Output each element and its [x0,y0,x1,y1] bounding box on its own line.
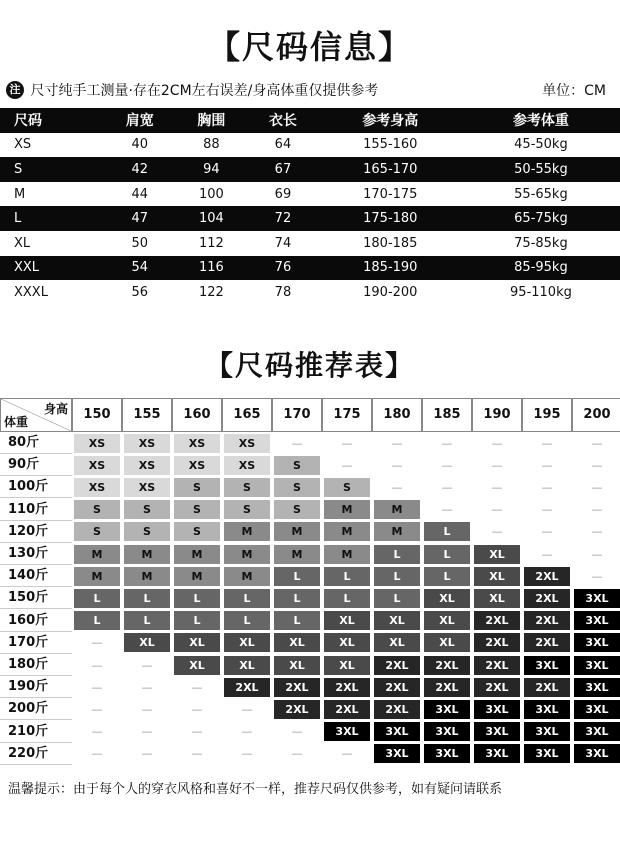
grid-corner [0,398,72,432]
size-cell: 104 [176,206,248,231]
recommend-cell: XL [424,589,470,608]
size-cell: 72 [247,206,319,231]
note-badge: 注 [6,81,24,99]
size-cell: 185-190 [319,256,462,281]
size-cell: 54 [104,256,176,281]
size-cell: 50-55kg [462,157,620,182]
recommend-cell: S [324,478,370,497]
recommend-cell: M [174,545,220,564]
recommend-cell: XL [474,567,520,586]
recommend-cell: XL [224,656,270,675]
recommend-cell: 3XL [374,722,420,741]
recommend-cell: 2XL [274,700,320,719]
measurement-note [6,80,614,100]
recommend-cell: L [124,611,170,630]
recommend-cell: — [491,503,503,517]
size-cell: 44 [131,186,149,202]
recommend-cell: — [291,725,303,739]
weight-header: 160斤 [0,610,72,632]
recommend-cell: — [441,480,453,494]
size-cell: 42 [104,157,176,182]
height-header: 175 [322,398,372,432]
recommend-cell: — [441,458,453,472]
recommend-cell: M [274,522,320,541]
size-cell: 175-180 [319,206,462,231]
recommend-cell: 2XL [524,678,570,697]
size-cell: XXXL [14,284,48,300]
recommend-cell: L [224,611,270,630]
recommend-cell: — [591,480,603,494]
size-cell: 74 [274,235,292,251]
recommend-cell: 2XL [524,589,570,608]
height-header: 155 [122,398,172,432]
recommend-cell: — [441,503,453,517]
recommend-cell: — [541,547,553,561]
recommend-cell: — [341,458,353,472]
weight-header: 130斤 [0,543,72,565]
recommend-cell: M [224,567,270,586]
recommend-cell: XS [124,456,170,475]
recommend-cell: M [324,522,370,541]
size-cell: 50 [131,235,149,251]
recommend-cell: 2XL [524,633,570,652]
size-cell: 47 [104,206,176,231]
recommend-cell: 2XL [224,678,270,697]
weight-header: 210斤 [0,721,72,743]
recommend-cell: 3XL [524,722,570,741]
recommend-cell: 2XL [374,656,420,675]
recommend-cell: L [424,545,470,564]
recommend-cell: 3XL [524,744,570,763]
recommend-cell: XL [224,633,270,652]
recommend-cell: 2XL [424,656,470,675]
recommend-cell: 2XL [374,700,420,719]
recommend-cell: M [124,567,170,586]
header-size: 尺码 [0,108,104,133]
recommend-cell: XS [174,434,220,453]
recommend-cell: L [374,545,420,564]
recommend-cell: M [224,522,270,541]
recommend-cell: — [591,547,603,561]
size-cell: XL [14,235,31,251]
recommend-cell: 3XL [574,722,620,741]
recommend-cell: M [174,567,220,586]
height-header: 200 [572,398,620,432]
size-row [0,280,620,305]
height-header: 195 [522,398,572,432]
recommend-cell: XL [274,633,320,652]
recommend-cell: — [241,702,253,716]
recommend-cell: — [591,569,603,583]
recommend-cell: — [141,725,153,739]
recommend-cell: 2XL [474,656,520,675]
recommend-cell: — [591,458,603,472]
recommend-cell: 2XL [274,678,320,697]
recommend-cell: — [291,436,303,450]
height-header: 190 [472,398,522,432]
recommend-cell: — [141,747,153,761]
size-cell: 88 [203,137,220,153]
recommend-cell: 3XL [474,700,520,719]
size-cell: 69 [274,186,292,202]
recommend-cell: XL [324,633,370,652]
weight-header: 100斤 [0,476,72,498]
recommend-cell: XL [174,656,220,675]
size-cell: L [0,206,104,231]
recommend-cell: — [141,702,153,716]
recommend-cell: L [324,589,370,608]
size-cell: XS [14,137,32,153]
size-row [0,256,620,281]
recommend-cell: S [124,500,170,519]
recommend-cell: — [91,747,103,761]
recommend-cell: M [74,567,120,586]
recommend-cell: 2XL [474,611,520,630]
corner-height-label: 身高 [43,402,68,416]
recommend-cell: — [491,480,503,494]
recommend-cell: — [341,747,353,761]
recommend-cell: M [374,500,420,519]
height-header: 180 [372,398,422,432]
recommend-cell: — [591,503,603,517]
size-cell: 170-175 [363,186,418,202]
recommend-cell: M [74,545,120,564]
recommend-cell: 2XL [374,678,420,697]
recommend-cell: L [124,589,170,608]
recommend-cell: XS [124,478,170,497]
corner-weight-label: 体重 [4,415,29,429]
weight-header: 190斤 [0,676,72,698]
recommend-cell: 3XL [324,722,370,741]
recommend-cell: L [74,611,120,630]
weight-header: 170斤 [0,632,72,654]
recommend-cell: L [74,589,120,608]
recommend-cell: L [424,567,470,586]
weight-header: 110斤 [0,499,72,521]
recommend-cell: XS [74,434,120,453]
recommend-cell: 3XL [424,722,470,741]
recommend-cell: — [141,658,153,672]
weight-header: 140斤 [0,565,72,587]
recommend-cell: S [74,522,120,541]
size-cell: 40 [131,137,149,153]
recommend-cell: 3XL [424,744,470,763]
recommend-cell: XL [374,633,420,652]
recommend-cell: — [391,458,403,472]
recommend-cell: XS [124,434,170,453]
recommend-cell: S [224,478,270,497]
recommend-cell: XS [224,434,270,453]
recommend-cell: — [541,458,553,472]
recommend-cell: XS [74,456,120,475]
recommend-cell: XL [324,611,370,630]
recommend-cell: M [324,500,370,519]
recommend-cell: 3XL [474,722,520,741]
recommend-cell: — [541,525,553,539]
weight-header: 200斤 [0,698,72,720]
header-ref-height: 参考身高 [319,108,462,133]
recommend-cell: 2XL [474,633,520,652]
recommend-cell: 2XL [524,567,570,586]
recommend-cell: — [391,436,403,450]
recommend-cell: M [274,545,320,564]
weight-header: 120斤 [0,521,72,543]
size-row [0,206,620,231]
size-cell: 112 [198,235,224,251]
recommend-cell: 3XL [424,700,470,719]
weight-header: 180斤 [0,654,72,676]
recommend-cell: L [374,567,420,586]
recommend-cell: XL [374,611,420,630]
recommend-cell: 3XL [574,678,620,697]
recommend-cell: — [591,525,603,539]
recommend-cell: 3XL [574,700,620,719]
recommend-cell: L [274,589,320,608]
recommend-cell: L [174,611,220,630]
size-cell: 122 [198,284,224,300]
recommend-cell: XL [324,656,370,675]
recommend-cell: M [374,522,420,541]
recommend-cell: M [124,545,170,564]
recommend-cell: XL [474,589,520,608]
recommend-cell: — [491,525,503,539]
recommend-cell: 3XL [574,589,620,608]
recommend-cell: XL [424,633,470,652]
recommend-cell: S [224,500,270,519]
recommend-cell: 3XL [574,656,620,675]
recommend-cell: — [91,636,103,650]
weight-header: 80斤 [0,432,72,454]
recommend-cell: S [274,456,320,475]
footer-tip: 温馨提示：由于每个人的穿衣风格和喜好不一样，推荐尺码仅供参考，如有疑问请联系 [8,782,503,797]
recommend-cell: XL [174,633,220,652]
size-cell: 64 [274,137,292,153]
recommend-cell: 3XL [524,700,570,719]
header-length: 衣长 [247,108,319,133]
size-cell: 180-185 [363,235,418,251]
size-cell: 95-110kg [510,284,572,300]
recommend-cell: S [174,478,220,497]
recommend-cell: — [491,436,503,450]
recommend-cell: XL [424,611,470,630]
recommend-cell: S [174,500,220,519]
size-cell: 190-200 [363,284,418,300]
height-header: 185 [422,398,472,432]
recommend-cell: XS [224,456,270,475]
recommend-cell: XL [124,633,170,652]
recommend-cell: 2XL [324,678,370,697]
recommend-cell: 2XL [474,678,520,697]
recommend-cell: — [91,702,103,716]
recommend-cell: — [191,680,203,694]
recommend-cell: S [124,522,170,541]
size-cell: 76 [247,256,319,281]
height-header: 165 [222,398,272,432]
size-cell: S [0,157,104,182]
recommend-cell: 3XL [474,744,520,763]
size-cell: 67 [247,157,319,182]
recommend-cell: L [374,589,420,608]
recommend-cell: L [224,589,270,608]
recommend-cell: — [191,747,203,761]
recommend-cell: 3XL [574,744,620,763]
recommend-cell: XS [174,456,220,475]
recommend-cell: — [91,725,103,739]
recommend-cell: — [241,747,253,761]
size-row [0,231,620,256]
recommend-cell: S [274,478,320,497]
unit-label: 单位：CM [542,83,606,99]
recommend-cell: — [91,658,103,672]
recommend-cell: M [224,545,270,564]
header-ref-weight: 参考体重 [462,108,620,133]
recommend-cell: S [274,500,320,519]
recommend-cell: — [191,725,203,739]
size-cell: 45-50kg [514,137,568,153]
weight-header: 220斤 [0,743,72,765]
recommend-cell: — [91,680,103,694]
height-header: 170 [272,398,322,432]
recommend-cell: 2XL [324,700,370,719]
recommend-cell: M [324,545,370,564]
recommend-cell: — [191,702,203,716]
recommend-cell: XL [474,545,520,564]
size-table [0,108,620,305]
recommend-cell: — [341,436,353,450]
recommend-cell: S [74,500,120,519]
recommend-cell: — [291,747,303,761]
recommend-cell: XL [274,656,320,675]
size-recommend-title: 【尺码推荐表】 [204,349,415,382]
height-header: 150 [72,398,122,432]
size-cell: 100 [198,186,224,202]
size-row [0,182,620,207]
size-cell: XXL [0,256,104,281]
size-cell: 75-85kg [514,235,568,251]
recommend-cell: 3XL [524,656,570,675]
recommend-cell: XS [74,478,120,497]
recommend-cell: L [324,567,370,586]
size-cell: 165-170 [319,157,462,182]
recommend-cell: S [174,522,220,541]
recommend-cell: L [424,522,470,541]
weight-header: 90斤 [0,454,72,476]
header-chest: 胸围 [176,108,248,133]
recommend-cell: 3XL [374,744,420,763]
size-cell: 116 [176,256,248,281]
size-row [0,133,620,158]
size-cell: 78 [274,284,292,300]
size-cell: 85-95kg [462,256,620,281]
size-cell: 94 [176,157,248,182]
recommend-cell: — [541,436,553,450]
height-header: 160 [172,398,222,432]
recommend-cell: — [141,680,153,694]
weight-header: 150斤 [0,587,72,609]
size-table-header [0,108,620,133]
recommend-cell: 2XL [424,678,470,697]
size-cell: M [14,186,26,202]
recommend-cell: — [441,436,453,450]
recommend-cell: — [591,436,603,450]
recommend-cell: — [491,458,503,472]
size-info-title: 【尺码信息】 [207,28,412,66]
size-cell: 155-160 [363,137,418,153]
recommend-cell: L [174,589,220,608]
recommend-cell: — [391,480,403,494]
size-cell: 65-75kg [462,206,620,231]
recommend-cell: — [541,503,553,517]
recommend-cell: 3XL [574,611,620,630]
recommend-cell: — [241,725,253,739]
size-cell: 56 [131,284,149,300]
recommend-cell: L [274,611,320,630]
recommend-cell: 2XL [524,611,570,630]
recommend-cell: — [541,480,553,494]
recommend-cell: 3XL [574,633,620,652]
recommend-cell: L [274,567,320,586]
note-text: 尺寸纯手工测量·存在2CM左右误差/身高体重仅提供参考 [30,83,379,99]
size-row [0,157,620,182]
header-shoulder: 肩宽 [104,108,176,133]
size-cell: 55-65kg [514,186,568,202]
